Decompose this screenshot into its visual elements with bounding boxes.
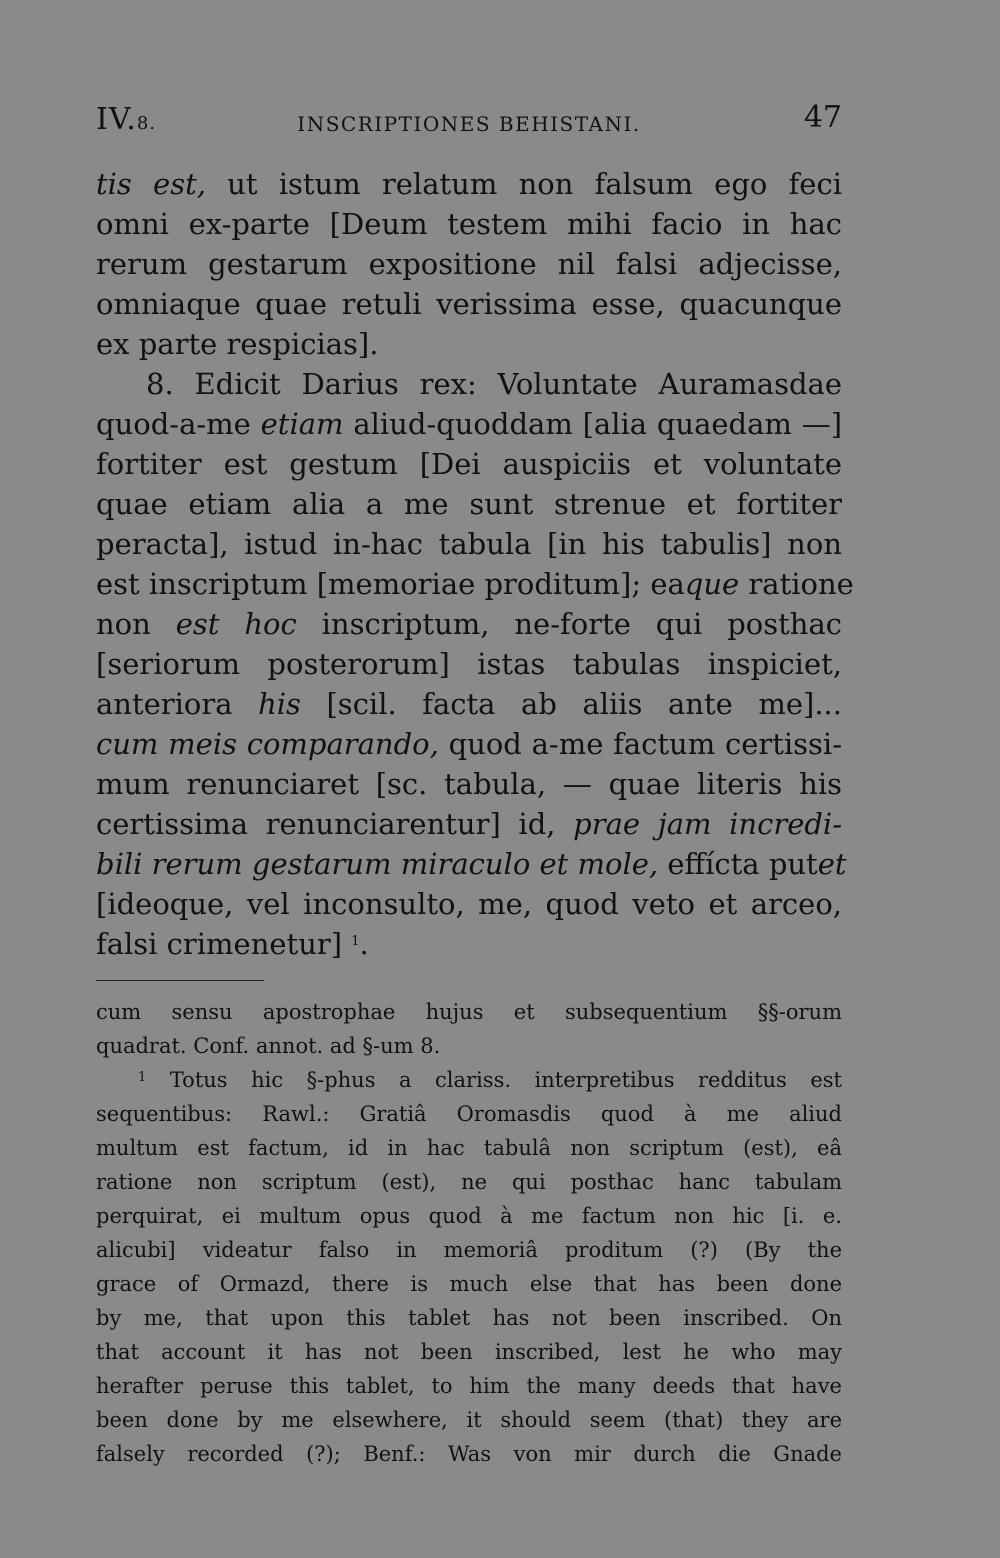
body-text-line <box>96 524 842 564</box>
text-run: aliud-quoddam [alia quaedam —] <box>343 407 843 441</box>
text-run: certissima renunciarentur] id, <box>96 807 574 841</box>
text-run: quadrat. Conf. annot. ad §-um 8. <box>96 1034 441 1058</box>
text-run: quae etiam alia a me sunt strenue et fortiter <box>96 487 842 521</box>
footnote-line <box>96 1267 842 1301</box>
body-text-line <box>96 724 842 764</box>
text-run: . <box>359 927 369 961</box>
body-text-line <box>96 244 842 284</box>
text-run: quod-a-me <box>96 407 261 441</box>
text-run: herafter peruse this tablet, to him the many deeds that have <box>96 1374 842 1398</box>
body-text-line <box>96 484 842 524</box>
text-run: [seriorum posterorum] istas tabulas inspiciet, <box>96 647 842 681</box>
main-text <box>96 164 854 964</box>
page-number: 47 <box>803 100 842 135</box>
footnote-line <box>96 1063 842 1097</box>
italic-text: et <box>817 847 847 881</box>
text-run: inscriptum, ne-forte qui posthac <box>296 607 842 641</box>
body-text-line <box>96 444 842 484</box>
text-run: alicubi] videatur falso in memoriâ proditum (?) (By the <box>96 1238 842 1262</box>
text-run: effícta put <box>658 847 818 881</box>
text-run: falsi crimenetur] <box>96 927 352 961</box>
footnote-line <box>96 1131 842 1165</box>
running-header <box>96 96 842 144</box>
footnote-line <box>96 1437 842 1471</box>
text-run: omni ex-parte [Deum testem mihi facio in hac <box>96 207 842 241</box>
text-run: [ideoque, vel inconsulto, me, quod veto et arceo, <box>96 887 842 921</box>
text-run: est inscriptum [memoriae proditum]; ea <box>96 567 685 601</box>
body-text-line <box>96 764 842 804</box>
text-run: cum sensu apostrophae hujus et subsequentium §§-orum <box>96 1000 842 1024</box>
text-run: sequentibus: Rawl.: Gratiâ Oromasdis quod à me aliud <box>96 1102 842 1126</box>
footnotes <box>96 995 842 1471</box>
text-run: perquirat, ei multum opus quod à me factum non hic [i. e. <box>96 1204 842 1228</box>
footnote-marker: 1 <box>138 1070 147 1085</box>
body-text-line <box>96 804 842 844</box>
text-run: grace of Ormazd, there is much else that has been done <box>96 1272 842 1296</box>
body-text-line <box>96 604 842 644</box>
footnote-line <box>96 1199 842 1233</box>
text-run: fortiter est gestum [Dei auspiciis et voluntate <box>96 447 842 481</box>
body-text-line <box>96 164 842 204</box>
text-run: peracta], istud in-hac tabula [in his tabulis] non <box>96 527 842 561</box>
footnote-line <box>96 1403 842 1437</box>
body-text-line <box>96 284 842 324</box>
text-run: been done by me elsewhere, it should seem (that) they are <box>96 1408 842 1432</box>
body-text-line <box>96 404 842 444</box>
body-text-line <box>96 564 854 604</box>
italic-text: bili rerum gestarum miraculo et mole, <box>96 847 659 881</box>
italic-text: est hoc <box>175 607 297 641</box>
body-text-line <box>96 204 842 244</box>
text-run: ratione <box>739 567 854 601</box>
italic-text: etiam <box>260 407 344 441</box>
text-run: by me, that upon this tablet has not been inscribed. On <box>96 1306 842 1330</box>
text-run: omniaque quae retuli verissima esse, quacunque <box>96 287 842 321</box>
footnote-line <box>96 1369 842 1403</box>
text-run: mum renunciaret [sc. tabula, — quae literis his <box>96 767 842 801</box>
section-sub: 8. <box>136 113 156 134</box>
italic-text: prae jam incredi- <box>573 807 843 841</box>
text-run: [scil. facta ab aliis ante me]... <box>300 687 842 721</box>
footnote-marker: 1 <box>351 934 360 949</box>
text-run: Totus hic §-phus a clariss. interpretibus redditus est <box>146 1068 842 1092</box>
text-run: non <box>96 607 176 641</box>
text-run: quod a-me factum certissi- <box>438 727 842 761</box>
text-run: ex parte respicias]. <box>96 327 379 361</box>
body-text-line <box>96 844 847 884</box>
text-run: ut istum relatum non falsum ego feci <box>205 167 842 201</box>
text-run: falsely recorded (?); Benf.: Was von mir durch die Gnade <box>96 1442 842 1466</box>
footnote-line <box>96 1301 842 1335</box>
text-run: ratione non scriptum (est), ne qui posthac hanc tabulam <box>96 1170 842 1194</box>
text-run: multum est factum, id in hac tabulâ non scriptum (est), eâ <box>96 1136 842 1160</box>
section-roman: IV. <box>96 102 137 137</box>
italic-text: cum meis comparando, <box>96 727 439 761</box>
body-text-line <box>96 884 842 924</box>
body-text-line <box>96 324 842 364</box>
body-text-line <box>96 644 842 684</box>
footnote-line <box>96 1335 842 1369</box>
text-run: rerum gestarum expositione nil falsi adjecisse, <box>96 247 842 281</box>
body-text-line <box>96 924 842 964</box>
text-run: anteriora <box>96 687 259 721</box>
footnote-line <box>96 1029 842 1063</box>
text-run: 8. Edicit Darius rex: Voluntate Auramasdae <box>146 367 842 401</box>
footnote-line <box>96 995 842 1029</box>
body-text-line <box>96 364 842 404</box>
body-text-line <box>96 684 842 724</box>
page <box>96 96 854 1471</box>
footnote-line <box>96 1097 842 1131</box>
italic-text: his <box>258 687 301 721</box>
footnote-line <box>96 1165 842 1199</box>
italic-text: tis est, <box>96 167 206 201</box>
footnote-divider <box>96 980 264 981</box>
page-header-title: INSCRIPTIONES BEHISTANI. <box>297 112 641 136</box>
footnote-line <box>96 1233 842 1267</box>
text-run: that account it has not been inscribed, lest he who may <box>96 1340 842 1364</box>
italic-text: que <box>684 567 740 601</box>
